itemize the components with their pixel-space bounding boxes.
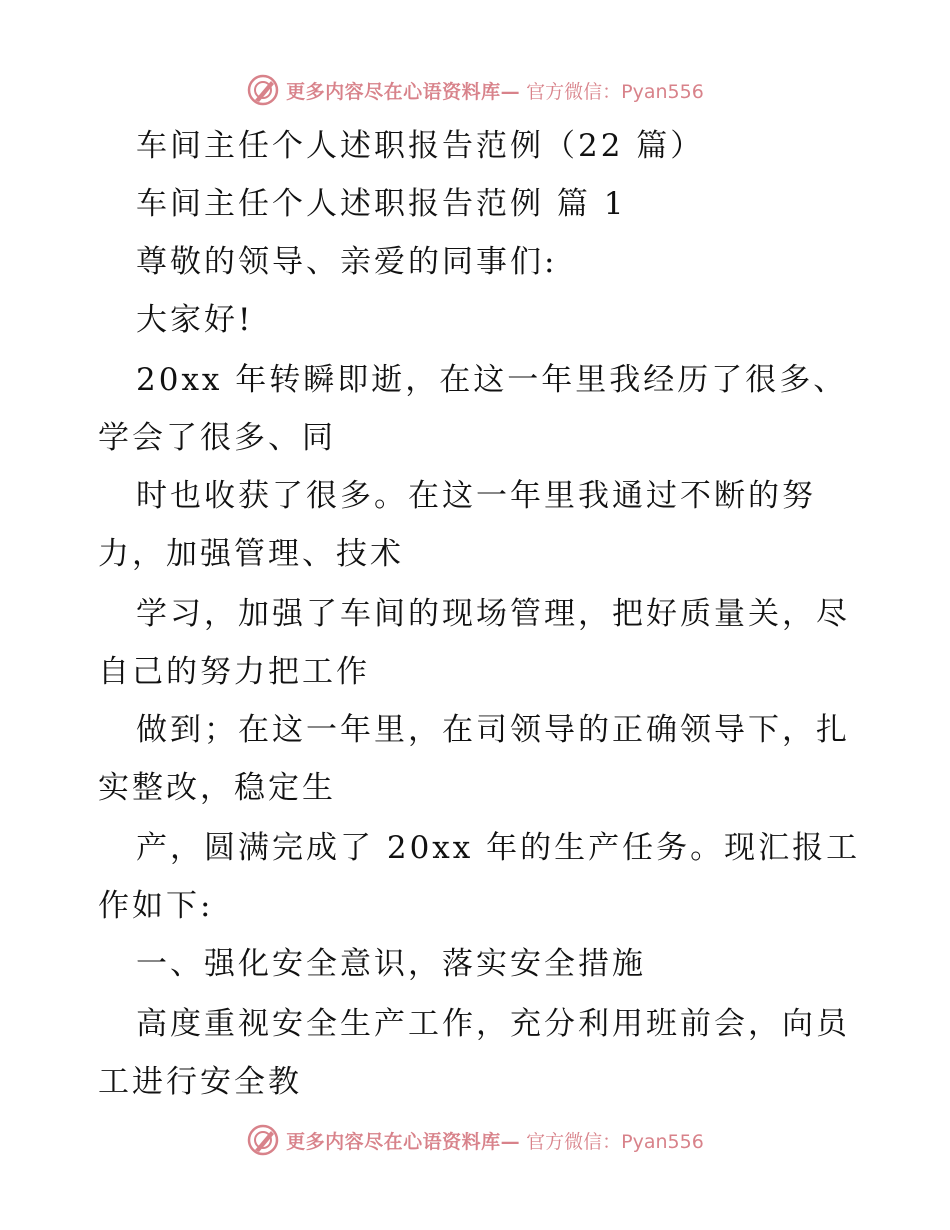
section-heading: 车间主任个人述职报告范例 篇 1 <box>136 186 627 222</box>
paragraph-line: 学会了很多、同 <box>98 420 336 456</box>
paragraph-line: 力，加强管理、技术 <box>98 536 404 572</box>
paragraph-line: 作如下: <box>98 888 214 924</box>
header-watermark <box>0 70 950 110</box>
document-title: 车间主任个人述职报告范例（22 篇） <box>136 128 705 164</box>
paragraph-line: 工进行安全教 <box>98 1064 302 1100</box>
watermark-wechat: 官方微信：Pyan556 <box>526 80 704 103</box>
pen-seal-icon <box>246 1123 280 1157</box>
paragraph-line: 自己的努力把工作 <box>98 654 370 690</box>
paragraph-line: 实整改，稳定生 <box>98 770 336 806</box>
paragraph-line: 学习，加强了车间的现场管理，把好质量关，尽 <box>136 596 850 632</box>
watermark-text: 更多内容尽在心语资料库— <box>286 1130 521 1153</box>
paragraph-line: 高度重视安全生产工作，充分利用班前会，向员 <box>136 1006 850 1042</box>
paragraph-line: 做到；在这一年里，在司领导的正确领导下，扎 <box>136 712 850 748</box>
footer-watermark <box>0 1120 950 1160</box>
subheading: 一、强化安全意识，落实安全措施 <box>136 946 646 982</box>
paragraph-line: 产，圆满完成了 20xx 年的生产任务。现汇报工 <box>136 830 861 866</box>
greeting: 大家好! <box>136 302 254 338</box>
watermark-text: 更多内容尽在心语资料库— <box>286 80 521 103</box>
paragraph-line: 20xx 年转瞬即逝，在这一年里我经历了很多、 <box>136 362 848 398</box>
salutation: 尊敬的领导、亲爱的同事们: <box>136 244 558 280</box>
watermark-wechat: 官方微信：Pyan556 <box>526 1130 704 1153</box>
pen-seal-icon <box>246 73 280 107</box>
paragraph-line: 时也收获了很多。在这一年里我通过不断的努 <box>136 478 816 514</box>
